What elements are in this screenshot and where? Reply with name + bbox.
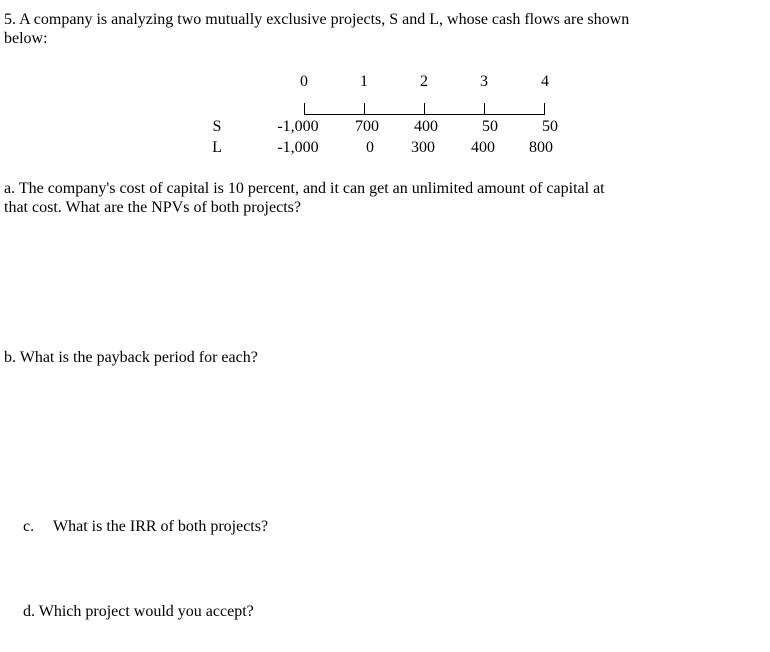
timeline-tick <box>544 103 545 114</box>
question-intro-line2: below: <box>4 30 48 47</box>
cash-flow-value: 50 <box>542 118 558 135</box>
cash-flow-value: 400 <box>471 139 495 156</box>
period-label: 3 <box>480 73 488 90</box>
part-d: d. Which project would you accept? <box>23 603 254 620</box>
part-c-marker: c. <box>23 518 35 535</box>
project-label: S <box>212 118 222 135</box>
part-c: What is the IRR of both projects? <box>53 518 269 535</box>
period-label: 0 <box>300 73 308 90</box>
cash-flow-value: 50 <box>482 118 498 135</box>
cash-flow-value: 400 <box>414 118 438 135</box>
cash-flow-value: 0 <box>366 139 374 156</box>
question-intro-line1: 5. A company is analyzing two mutually exclusive projects, S and L, whose cash flows are shown <box>4 11 630 28</box>
timeline-tick <box>304 103 305 114</box>
project-label: L <box>212 139 222 156</box>
cash-flow-value: 800 <box>529 139 553 156</box>
period-label: 2 <box>420 73 428 90</box>
cash-flow-value: 300 <box>411 139 435 156</box>
period-label: 1 <box>360 73 368 90</box>
cash-flow-value: 700 <box>355 118 379 135</box>
cash-flow-value: -1,000 <box>277 139 319 156</box>
part-b: b. What is the payback period for each? <box>4 349 258 366</box>
part-a-line1: a. The company's cost of capital is 10 percent, and it can get an unlimited amount of capital at <box>4 180 605 197</box>
part-a-line2: that cost. What are the NPVs of both projects? <box>4 199 301 216</box>
timeline-tick <box>424 103 425 114</box>
timeline-line <box>304 114 545 115</box>
cash-flow-value: -1,000 <box>277 118 319 135</box>
timeline-tick <box>484 103 485 114</box>
timeline-tick <box>364 103 365 114</box>
period-label: 4 <box>541 73 549 90</box>
